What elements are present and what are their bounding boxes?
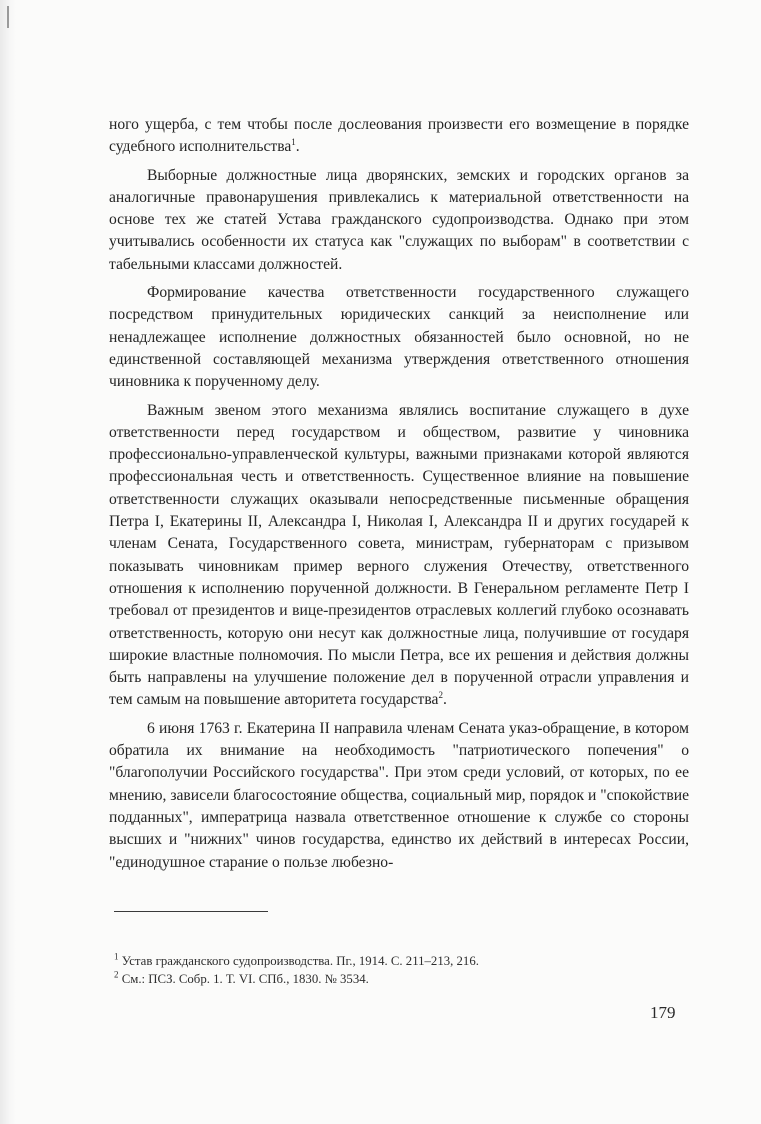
footnotes bbox=[114, 952, 674, 988]
paragraph-4-tail: . bbox=[442, 691, 447, 709]
footnote-1 bbox=[114, 952, 674, 970]
footnote-1-marker: 1 bbox=[114, 951, 119, 962]
page-number: 179 bbox=[650, 1003, 676, 1022]
footnote-2-text: См.: ПСЗ. Собр. 1. Т. VI. СПб., 1830. № 3534. bbox=[118, 972, 369, 986]
paragraph-2 bbox=[109, 165, 689, 276]
body-text bbox=[109, 114, 689, 880]
footnote-2-marker: 2 bbox=[114, 969, 119, 980]
footnote-ref-2: 2 bbox=[438, 690, 443, 701]
paragraph-4 bbox=[109, 400, 689, 712]
paragraph-1 bbox=[109, 114, 689, 159]
paragraph-3 bbox=[109, 282, 689, 393]
paragraph-1-tail: . bbox=[295, 138, 300, 156]
paragraph-2-text: Выборные должностные лица дворянских, земских и городских органов за аналогичные правонарушения привлекались к материальной ответственности на основе тех же статей Устава гражданского судопроизводства. Однако при этом учитывались особенности их статуса как "служащих по выборам" в соответствии с табельными классами должностей. bbox=[109, 166, 689, 273]
footnote-1-text: Устав гражданского судопроизводства. Пг., 1914. С. 211–213, 216. bbox=[118, 954, 479, 968]
paragraph-5 bbox=[109, 718, 689, 874]
paragraph-1-text: ного ущерба, с тем чтобы после дослеования произвести его возмещение в порядке судебного исполнительства bbox=[109, 116, 689, 156]
paragraph-4-text: Важным звеном этого механизма являлись воспитание служащего в духе ответственности перед государством и обществом, развитие у чиновника профессионально-управленческой культуры, важными признаками которой являются профессиональная честь и ответственность. Существенное влияние на повышение ответственности служащих оказывали непосредственные письменные обращения Петра I, Екатерины II, Александра I, Николая I, Александра II и других государей к членам Сената, Государственного совета, министрам, губернаторам с призывом показывать чиновникам пример верного служения Отечеству, ответственного отношения к исполнению порученной должности. В Генеральном регламенте Петр I требовал от президентов и вице-президентов отраслевых коллегий глубоко осознавать ответственность, которую они несут как должностные лица, получившие от государя широкие властные полномочия. По мысли Петра, все их решения и действия должны быть направлены на улучшение положение дел в порученной отрасли управления и тем самым на повышение авторитета государства bbox=[109, 401, 689, 709]
footnote-ref-1: 1 bbox=[291, 137, 296, 148]
paragraph-3-text: Формирование качества ответственности государственного служащего посредством принудительных юридических санкций за неисполнение или ненадлежащее исполнение должностных обязанностей было основной, но не единственной составляющей механизма утверждения ответственного отношения чиновника к порученному делу. bbox=[109, 284, 689, 391]
footnote-separator bbox=[114, 911, 268, 912]
footnote-2 bbox=[114, 970, 674, 988]
binding-edge bbox=[0, 0, 16, 1124]
paragraph-5-text: 6 июня 1763 г. Екатерина II направила членам Сената указ-обращение, в котором обратила их внимание на необходимость "патриотического попечения" о "благополучии Российского государства". При этом среди условий, от которых, по ее мнению, зависели благосостояние общества, социальный мир, порядок и "спокойствие подданных", императрица назвала ответственное отношение к службе со стороны высших и "нижних" чинов государства, единство их действий в интересах России, "единодушное старание о пользе любезно- bbox=[109, 719, 689, 871]
edge-mark bbox=[7, 6, 9, 28]
